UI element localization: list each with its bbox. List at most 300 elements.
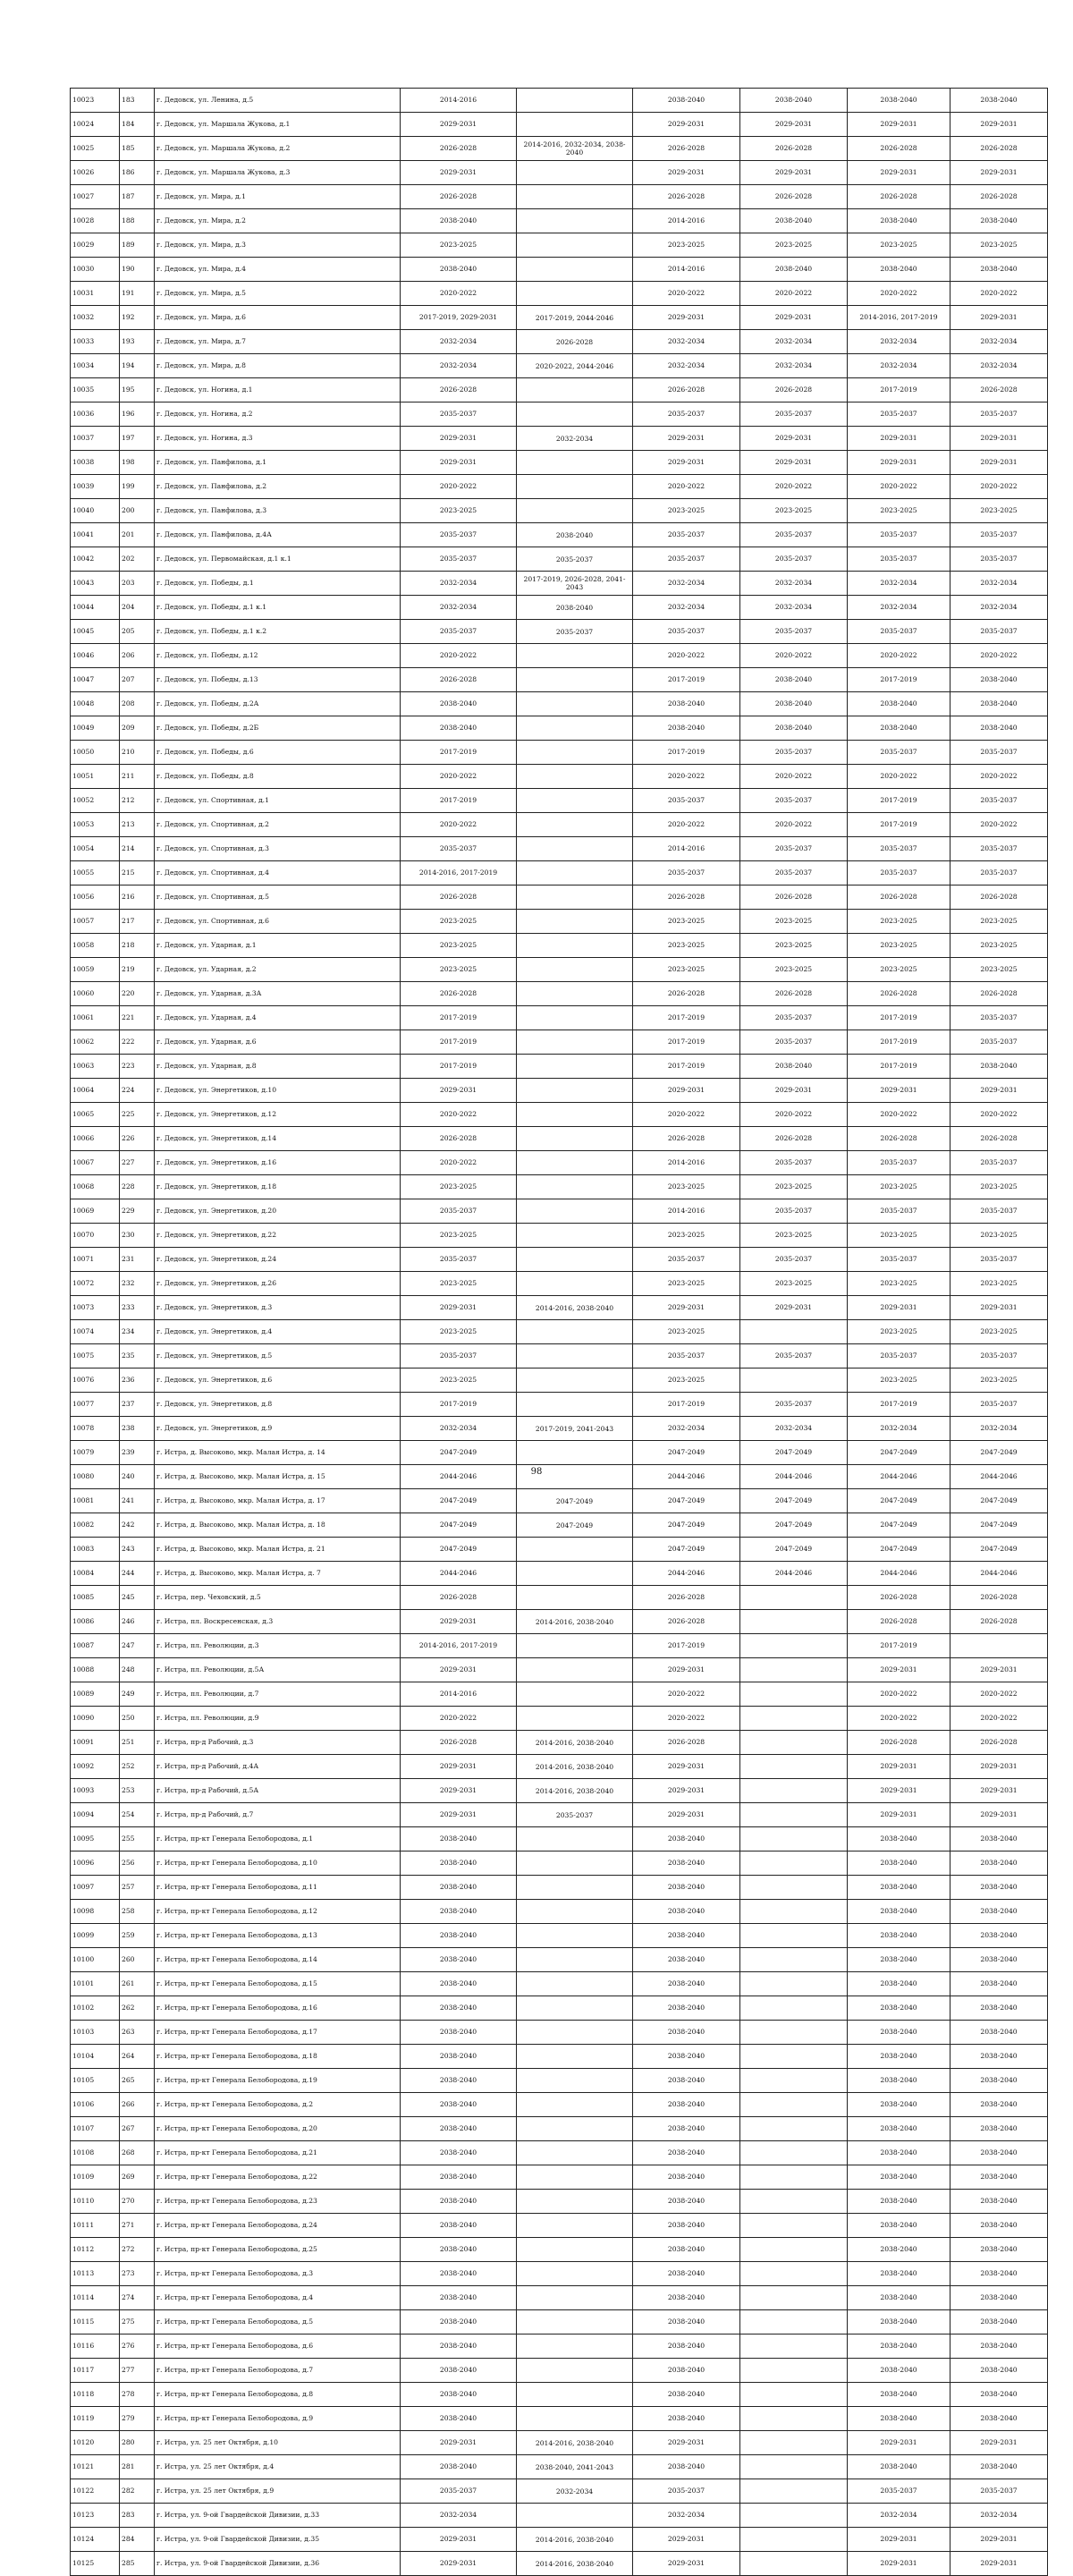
cell-period-1: 2020-2022 bbox=[401, 1151, 517, 1175]
cell-period-6: 2020-2022 bbox=[950, 644, 1048, 668]
cell-period-2 bbox=[517, 765, 633, 789]
cell-record-id: 10084 bbox=[71, 1562, 120, 1586]
cell-row-number: 255 bbox=[120, 1827, 155, 1852]
cell-row-number: 190 bbox=[120, 258, 155, 282]
table-row bbox=[71, 789, 1048, 813]
cell-row-number: 209 bbox=[120, 716, 155, 741]
cell-period-1: 2038-2040 bbox=[401, 258, 517, 282]
cell-period-4 bbox=[740, 2238, 848, 2262]
cell-row-number: 244 bbox=[120, 1562, 155, 1586]
cell-period-2: 2035-2037 bbox=[517, 1803, 633, 1827]
cell-record-id: 10054 bbox=[71, 837, 120, 861]
cell-period-1: 2038-2040 bbox=[401, 2021, 517, 2045]
cell-period-4 bbox=[740, 1827, 848, 1852]
cell-period-6: 2029-2031 bbox=[950, 427, 1048, 451]
cell-period-4 bbox=[740, 2190, 848, 2214]
schedule-table bbox=[70, 88, 1048, 2576]
cell-period-4: 2035-2037 bbox=[740, 1199, 848, 1224]
cell-row-number: 279 bbox=[120, 2407, 155, 2431]
cell-period-3: 2038-2040 bbox=[633, 2069, 740, 2093]
cell-row-number: 258 bbox=[120, 1900, 155, 1924]
cell-period-1: 2029-2031 bbox=[401, 2528, 517, 2552]
cell-period-4 bbox=[740, 1924, 848, 1948]
cell-row-number: 237 bbox=[120, 1393, 155, 1417]
cell-address: г. Истра, пр-кт Генерала Белобородова, д.13 bbox=[155, 1924, 401, 1948]
table-row bbox=[71, 499, 1048, 523]
cell-period-5: 2035-2037 bbox=[848, 1344, 950, 1368]
cell-period-6: 2029-2031 bbox=[950, 306, 1048, 330]
cell-row-number: 257 bbox=[120, 1876, 155, 1900]
table-row bbox=[71, 1682, 1048, 1707]
cell-record-id: 10065 bbox=[71, 1103, 120, 1127]
cell-period-2 bbox=[517, 861, 633, 886]
cell-period-1: 2017-2019 bbox=[401, 1055, 517, 1079]
cell-period-6: 2038-2040 bbox=[950, 1924, 1048, 1948]
cell-period-5: 2023-2025 bbox=[848, 1320, 950, 1344]
cell-period-3: 2038-2040 bbox=[633, 2262, 740, 2286]
cell-period-6: 2020-2022 bbox=[950, 765, 1048, 789]
cell-period-5: 2029-2031 bbox=[848, 1803, 950, 1827]
cell-period-3: 2014-2016 bbox=[633, 1151, 740, 1175]
table-row bbox=[71, 258, 1048, 282]
cell-record-id: 10080 bbox=[71, 1465, 120, 1489]
cell-record-id: 10121 bbox=[71, 2455, 120, 2479]
cell-period-6: 2035-2037 bbox=[950, 1199, 1048, 1224]
cell-record-id: 10115 bbox=[71, 2310, 120, 2334]
cell-period-5: 2014-2016, 2017-2019 bbox=[848, 306, 950, 330]
cell-period-5: 2038-2040 bbox=[848, 1996, 950, 2021]
cell-period-3: 2038-2040 bbox=[633, 2359, 740, 2383]
cell-period-3: 2014-2016 bbox=[633, 258, 740, 282]
cell-record-id: 10111 bbox=[71, 2214, 120, 2238]
cell-period-2 bbox=[517, 1948, 633, 1972]
cell-period-6: 2020-2022 bbox=[950, 1707, 1048, 1731]
cell-period-4: 2035-2037 bbox=[740, 1344, 848, 1368]
cell-period-6: 2044-2046 bbox=[950, 1562, 1048, 1586]
cell-period-5: 2038-2040 bbox=[848, 1827, 950, 1852]
table-row bbox=[71, 1151, 1048, 1175]
cell-period-4: 2035-2037 bbox=[740, 1393, 848, 1417]
cell-period-5: 2032-2034 bbox=[848, 2504, 950, 2528]
cell-period-2 bbox=[517, 2504, 633, 2528]
cell-period-4: 2032-2034 bbox=[740, 572, 848, 596]
cell-period-2: 2038-2040 bbox=[517, 596, 633, 620]
table-row bbox=[71, 1658, 1048, 1682]
table-row bbox=[71, 306, 1048, 330]
cell-address: г. Дедовск, ул. Панфилова, д.1 bbox=[155, 451, 401, 475]
cell-record-id: 10049 bbox=[71, 716, 120, 741]
cell-row-number: 215 bbox=[120, 861, 155, 886]
cell-record-id: 10072 bbox=[71, 1272, 120, 1296]
cell-address: г. Истра, пр-кт Генерала Белобородова, д.2 bbox=[155, 2093, 401, 2117]
cell-period-2 bbox=[517, 668, 633, 692]
cell-record-id: 10088 bbox=[71, 1658, 120, 1682]
cell-period-2 bbox=[517, 2286, 633, 2310]
cell-period-5: 2020-2022 bbox=[848, 1707, 950, 1731]
cell-period-3: 2032-2034 bbox=[633, 330, 740, 354]
cell-period-2 bbox=[517, 692, 633, 716]
cell-period-1: 2020-2022 bbox=[401, 765, 517, 789]
cell-period-5: 2038-2040 bbox=[848, 2165, 950, 2190]
table-row bbox=[71, 1924, 1048, 1948]
cell-address: г. Дедовск, ул. Энергетиков, д.22 bbox=[155, 1224, 401, 1248]
table-row bbox=[71, 1513, 1048, 1538]
cell-period-1: 2035-2037 bbox=[401, 620, 517, 644]
cell-period-4 bbox=[740, 2093, 848, 2117]
cell-period-2 bbox=[517, 2359, 633, 2383]
cell-period-2: 2035-2037 bbox=[517, 547, 633, 572]
cell-period-1: 2026-2028 bbox=[401, 378, 517, 402]
cell-period-4 bbox=[740, 2528, 848, 2552]
cell-period-1: 2029-2031 bbox=[401, 1779, 517, 1803]
cell-address: г. Истра, пр-кт Генерала Белобородова, д.25 bbox=[155, 2238, 401, 2262]
cell-address: г. Дедовск, ул. Мира, д.8 bbox=[155, 354, 401, 378]
cell-period-5: 2029-2031 bbox=[848, 161, 950, 185]
cell-period-4: 2020-2022 bbox=[740, 813, 848, 837]
cell-record-id: 10092 bbox=[71, 1755, 120, 1779]
cell-record-id: 10069 bbox=[71, 1199, 120, 1224]
cell-period-3: 2038-2040 bbox=[633, 1876, 740, 1900]
cell-period-6: 2026-2028 bbox=[950, 185, 1048, 209]
cell-row-number: 261 bbox=[120, 1972, 155, 1996]
cell-period-2 bbox=[517, 1344, 633, 1368]
table-row bbox=[71, 1417, 1048, 1441]
cell-period-3: 2023-2025 bbox=[633, 958, 740, 982]
cell-period-3: 2017-2019 bbox=[633, 668, 740, 692]
cell-address: г. Истра, пр-кт Генерала Белобородова, д.4 bbox=[155, 2286, 401, 2310]
cell-period-1: 2023-2025 bbox=[401, 499, 517, 523]
cell-row-number: 216 bbox=[120, 886, 155, 910]
cell-record-id: 10067 bbox=[71, 1151, 120, 1175]
cell-record-id: 10047 bbox=[71, 668, 120, 692]
cell-row-number: 214 bbox=[120, 837, 155, 861]
cell-record-id: 10027 bbox=[71, 185, 120, 209]
cell-period-6: 2038-2040 bbox=[950, 2286, 1048, 2310]
cell-period-2: 2038-2040 bbox=[517, 523, 633, 547]
cell-period-5: 2038-2040 bbox=[848, 2045, 950, 2069]
cell-period-1: 2047-2049 bbox=[401, 1513, 517, 1538]
cell-record-id: 10044 bbox=[71, 596, 120, 620]
cell-period-2: 2047-2049 bbox=[517, 1489, 633, 1513]
cell-address: г. Дедовск, ул. Победы, д.2Б bbox=[155, 716, 401, 741]
cell-period-3: 2023-2025 bbox=[633, 934, 740, 958]
table-row bbox=[71, 2455, 1048, 2479]
cell-row-number: 240 bbox=[120, 1465, 155, 1489]
table-row bbox=[71, 982, 1048, 1006]
cell-address: г. Истра, пр-кт Генерала Белобородова, д.17 bbox=[155, 2021, 401, 2045]
cell-period-1: 2026-2028 bbox=[401, 886, 517, 910]
table-row bbox=[71, 89, 1048, 113]
cell-period-5: 2038-2040 bbox=[848, 2383, 950, 2407]
table-row bbox=[71, 451, 1048, 475]
cell-address: г. Истра, пр-кт Генерала Белобородова, д.24 bbox=[155, 2214, 401, 2238]
cell-row-number: 225 bbox=[120, 1103, 155, 1127]
cell-record-id: 10097 bbox=[71, 1876, 120, 1900]
cell-period-5: 2032-2034 bbox=[848, 330, 950, 354]
table-row bbox=[71, 1489, 1048, 1513]
cell-period-1: 2038-2040 bbox=[401, 1924, 517, 1948]
cell-address: г. Дедовск, ул. Победы, д.1 к.1 bbox=[155, 596, 401, 620]
cell-address: г. Дедовск, ул. Энергетиков, д.3 bbox=[155, 1296, 401, 1320]
cell-period-2 bbox=[517, 2383, 633, 2407]
cell-row-number: 204 bbox=[120, 596, 155, 620]
cell-period-4: 2035-2037 bbox=[740, 741, 848, 765]
cell-period-1: 2029-2031 bbox=[401, 1658, 517, 1682]
table-row bbox=[71, 1103, 1048, 1127]
cell-period-6: 2032-2034 bbox=[950, 1417, 1048, 1441]
cell-address: г. Истра, пр-кт Генерала Белобородова, д.16 bbox=[155, 1996, 401, 2021]
cell-period-2 bbox=[517, 1368, 633, 1393]
cell-row-number: 212 bbox=[120, 789, 155, 813]
cell-period-5: 2038-2040 bbox=[848, 716, 950, 741]
cell-period-1: 2044-2046 bbox=[401, 1562, 517, 1586]
cell-period-5: 2026-2028 bbox=[848, 185, 950, 209]
cell-record-id: 10078 bbox=[71, 1417, 120, 1441]
cell-period-5: 2029-2031 bbox=[848, 1755, 950, 1779]
cell-address: г. Истра, пр-кт Генерала Белобородова, д.20 bbox=[155, 2117, 401, 2141]
cell-period-5: 2029-2031 bbox=[848, 2431, 950, 2455]
cell-address: г. Дедовск, ул. Спортивная, д.6 bbox=[155, 910, 401, 934]
cell-period-4: 2020-2022 bbox=[740, 475, 848, 499]
cell-period-3: 2038-2040 bbox=[633, 2310, 740, 2334]
table-row bbox=[71, 2528, 1048, 2552]
cell-record-id: 10048 bbox=[71, 692, 120, 716]
cell-address: г. Дедовск, ул. Спортивная, д.1 bbox=[155, 789, 401, 813]
cell-period-1: 2017-2019 bbox=[401, 1030, 517, 1055]
cell-period-6: 2029-2031 bbox=[950, 1296, 1048, 1320]
table-row bbox=[71, 137, 1048, 161]
cell-period-1: 2038-2040 bbox=[401, 2117, 517, 2141]
cell-address: г. Дедовск, ул. Победы, д.1 bbox=[155, 572, 401, 596]
cell-period-6: 2035-2037 bbox=[950, 402, 1048, 427]
cell-period-6: 2035-2037 bbox=[950, 1006, 1048, 1030]
cell-period-3: 2038-2040 bbox=[633, 2455, 740, 2479]
cell-period-4: 2032-2034 bbox=[740, 596, 848, 620]
cell-record-id: 10113 bbox=[71, 2262, 120, 2286]
cell-period-3: 2038-2040 bbox=[633, 716, 740, 741]
cell-record-id: 10105 bbox=[71, 2069, 120, 2093]
cell-address: г. Дедовск, ул. Мира, д.6 bbox=[155, 306, 401, 330]
cell-period-1: 2020-2022 bbox=[401, 282, 517, 306]
cell-period-1: 2035-2037 bbox=[401, 1248, 517, 1272]
cell-period-3: 2023-2025 bbox=[633, 910, 740, 934]
cell-period-4: 2020-2022 bbox=[740, 282, 848, 306]
cell-period-3: 2035-2037 bbox=[633, 523, 740, 547]
cell-period-1: 2029-2031 bbox=[401, 161, 517, 185]
table-row bbox=[71, 2190, 1048, 2214]
cell-record-id: 10117 bbox=[71, 2359, 120, 2383]
cell-period-2: 2014-2016, 2038-2040 bbox=[517, 2431, 633, 2455]
cell-period-6: 2038-2040 bbox=[950, 692, 1048, 716]
cell-row-number: 187 bbox=[120, 185, 155, 209]
cell-period-1: 2038-2040 bbox=[401, 2407, 517, 2431]
cell-period-1: 2038-2040 bbox=[401, 2286, 517, 2310]
cell-period-4 bbox=[740, 1634, 848, 1658]
cell-period-6: 2029-2031 bbox=[950, 1803, 1048, 1827]
cell-period-5: 2038-2040 bbox=[848, 2334, 950, 2359]
cell-row-number: 199 bbox=[120, 475, 155, 499]
cell-period-2 bbox=[517, 2117, 633, 2141]
cell-address: г. Истра, пр-кт Генерала Белобородова, д.22 bbox=[155, 2165, 401, 2190]
cell-period-2 bbox=[517, 1634, 633, 1658]
cell-address: г. Дедовск, ул. Мира, д.7 bbox=[155, 330, 401, 354]
cell-row-number: 278 bbox=[120, 2383, 155, 2407]
table-row bbox=[71, 1344, 1048, 1368]
cell-address: г. Истра, пр-д Рабочий, д.7 bbox=[155, 1803, 401, 1827]
cell-period-5: 2029-2031 bbox=[848, 1779, 950, 1803]
cell-address: г. Дедовск, ул. Ударная, д.2 bbox=[155, 958, 401, 982]
cell-address: г. Истра, пр-кт Генерала Белобородова, д.10 bbox=[155, 1852, 401, 1876]
cell-address: г. Дедовск, ул. Энергетиков, д.12 bbox=[155, 1103, 401, 1127]
cell-record-id: 10040 bbox=[71, 499, 120, 523]
cell-period-3: 2035-2037 bbox=[633, 1248, 740, 1272]
cell-period-3: 2038-2040 bbox=[633, 1924, 740, 1948]
cell-period-3: 2017-2019 bbox=[633, 1634, 740, 1658]
cell-period-5: 2032-2034 bbox=[848, 354, 950, 378]
cell-period-3: 2017-2019 bbox=[633, 1030, 740, 1055]
cell-period-2: 2014-2016, 2032-2034, 2038-2040 bbox=[517, 137, 633, 161]
table-row bbox=[71, 837, 1048, 861]
table-row bbox=[71, 1538, 1048, 1562]
cell-period-2 bbox=[517, 910, 633, 934]
cell-address: г. Истра, пр-кт Генерала Белобородова, д.6 bbox=[155, 2334, 401, 2359]
table-row bbox=[71, 861, 1048, 886]
table-row bbox=[71, 282, 1048, 306]
cell-period-6: 2035-2037 bbox=[950, 741, 1048, 765]
table-row bbox=[71, 692, 1048, 716]
cell-address: г. Истра, пр-кт Генерала Белобородова, д.23 bbox=[155, 2190, 401, 2214]
cell-period-5: 2038-2040 bbox=[848, 2238, 950, 2262]
cell-address: г. Дедовск, ул. Панфилова, д.4А bbox=[155, 523, 401, 547]
cell-row-number: 200 bbox=[120, 499, 155, 523]
cell-period-4: 2038-2040 bbox=[740, 89, 848, 113]
cell-period-3: 2035-2037 bbox=[633, 402, 740, 427]
table-row bbox=[71, 378, 1048, 402]
cell-period-3: 2023-2025 bbox=[633, 233, 740, 258]
cell-period-3: 2044-2046 bbox=[633, 1562, 740, 1586]
cell-record-id: 10045 bbox=[71, 620, 120, 644]
cell-row-number: 264 bbox=[120, 2045, 155, 2069]
cell-record-id: 10073 bbox=[71, 1296, 120, 1320]
cell-period-6: 2023-2025 bbox=[950, 1368, 1048, 1393]
cell-period-4: 2029-2031 bbox=[740, 427, 848, 451]
cell-record-id: 10081 bbox=[71, 1489, 120, 1513]
cell-period-6: 2026-2028 bbox=[950, 1610, 1048, 1634]
cell-record-id: 10110 bbox=[71, 2190, 120, 2214]
cell-row-number: 198 bbox=[120, 451, 155, 475]
table-row bbox=[71, 1634, 1048, 1658]
cell-period-4 bbox=[740, 1658, 848, 1682]
cell-period-6: 2038-2040 bbox=[950, 1996, 1048, 2021]
cell-address: г. Истра, пр-кт Генерала Белобородова, д.8 bbox=[155, 2383, 401, 2407]
cell-period-6: 2035-2037 bbox=[950, 1393, 1048, 1417]
cell-address: г. Истра, д. Высоково, мкр. Малая Истра, д. 17 bbox=[155, 1489, 401, 1513]
cell-record-id: 10122 bbox=[71, 2479, 120, 2504]
cell-period-6: 2032-2034 bbox=[950, 2504, 1048, 2528]
cell-record-id: 10114 bbox=[71, 2286, 120, 2310]
cell-address: г. Истра, д. Высоково, мкр. Малая Истра, д. 21 bbox=[155, 1538, 401, 1562]
cell-record-id: 10087 bbox=[71, 1634, 120, 1658]
cell-row-number: 238 bbox=[120, 1417, 155, 1441]
cell-period-6: 2038-2040 bbox=[950, 1827, 1048, 1852]
cell-address: г. Дедовск, ул. Энергетиков, д.26 bbox=[155, 1272, 401, 1296]
cell-row-number: 260 bbox=[120, 1948, 155, 1972]
cell-period-5: 2029-2031 bbox=[848, 451, 950, 475]
cell-period-1: 2029-2031 bbox=[401, 1755, 517, 1779]
cell-period-4 bbox=[740, 1996, 848, 2021]
cell-address: г. Дедовск, ул. Победы, д.6 bbox=[155, 741, 401, 765]
cell-period-2: 2032-2034 bbox=[517, 2479, 633, 2504]
cell-period-2: 2020-2022, 2044-2046 bbox=[517, 354, 633, 378]
cell-period-4: 2044-2046 bbox=[740, 1465, 848, 1489]
cell-address: г. Дедовск, ул. Панфилова, д.3 bbox=[155, 499, 401, 523]
cell-period-2: 2017-2019, 2041-2043 bbox=[517, 1417, 633, 1441]
cell-period-1: 2032-2034 bbox=[401, 354, 517, 378]
cell-period-4: 2038-2040 bbox=[740, 692, 848, 716]
cell-row-number: 223 bbox=[120, 1055, 155, 1079]
table-row bbox=[71, 1272, 1048, 1296]
cell-period-3: 2038-2040 bbox=[633, 1827, 740, 1852]
cell-record-id: 10039 bbox=[71, 475, 120, 499]
cell-period-5: 2038-2040 bbox=[848, 2310, 950, 2334]
cell-period-2 bbox=[517, 1876, 633, 1900]
cell-period-4 bbox=[740, 2479, 848, 2504]
cell-period-2: 2014-2016, 2038-2040 bbox=[517, 1296, 633, 1320]
cell-period-6: 2038-2040 bbox=[950, 2214, 1048, 2238]
cell-period-6: 2020-2022 bbox=[950, 813, 1048, 837]
cell-period-2 bbox=[517, 2165, 633, 2190]
cell-period-1: 2038-2040 bbox=[401, 1996, 517, 2021]
cell-period-2 bbox=[517, 1175, 633, 1199]
table-row bbox=[71, 2479, 1048, 2504]
cell-period-2 bbox=[517, 1972, 633, 1996]
cell-period-5: 2038-2040 bbox=[848, 1900, 950, 1924]
cell-row-number: 202 bbox=[120, 547, 155, 572]
cell-row-number: 277 bbox=[120, 2359, 155, 2383]
cell-period-3: 2029-2031 bbox=[633, 2552, 740, 2576]
cell-period-6: 2038-2040 bbox=[950, 2262, 1048, 2286]
cell-address: г. Дедовск, ул. Энергетиков, д.6 bbox=[155, 1368, 401, 1393]
cell-row-number: 222 bbox=[120, 1030, 155, 1055]
cell-address: г. Дедовск, ул. Энергетиков, д.5 bbox=[155, 1344, 401, 1368]
cell-record-id: 10025 bbox=[71, 137, 120, 161]
cell-period-1: 2017-2019 bbox=[401, 1006, 517, 1030]
cell-row-number: 196 bbox=[120, 402, 155, 427]
cell-period-5: 2035-2037 bbox=[848, 837, 950, 861]
cell-period-1: 2038-2040 bbox=[401, 2455, 517, 2479]
cell-period-3: 2026-2028 bbox=[633, 1731, 740, 1755]
table-row bbox=[71, 1296, 1048, 1320]
cell-period-2 bbox=[517, 2190, 633, 2214]
cell-period-4: 2023-2025 bbox=[740, 1224, 848, 1248]
cell-record-id: 10095 bbox=[71, 1827, 120, 1852]
cell-period-2 bbox=[517, 1151, 633, 1175]
cell-period-5: 2017-2019 bbox=[848, 1006, 950, 1030]
cell-period-3: 2038-2040 bbox=[633, 2407, 740, 2431]
cell-period-5: 2038-2040 bbox=[848, 2359, 950, 2383]
cell-period-2 bbox=[517, 789, 633, 813]
cell-address: г. Дедовск, ул. Ударная, д.1 bbox=[155, 934, 401, 958]
cell-period-6: 2035-2037 bbox=[950, 547, 1048, 572]
cell-record-id: 10068 bbox=[71, 1175, 120, 1199]
cell-period-1: 2014-2016 bbox=[401, 1682, 517, 1707]
cell-row-number: 273 bbox=[120, 2262, 155, 2286]
table-row bbox=[71, 1055, 1048, 1079]
cell-period-6: 2026-2028 bbox=[950, 1586, 1048, 1610]
cell-period-3: 2026-2028 bbox=[633, 982, 740, 1006]
table-row bbox=[71, 2045, 1048, 2069]
cell-period-5: 2038-2040 bbox=[848, 2262, 950, 2286]
